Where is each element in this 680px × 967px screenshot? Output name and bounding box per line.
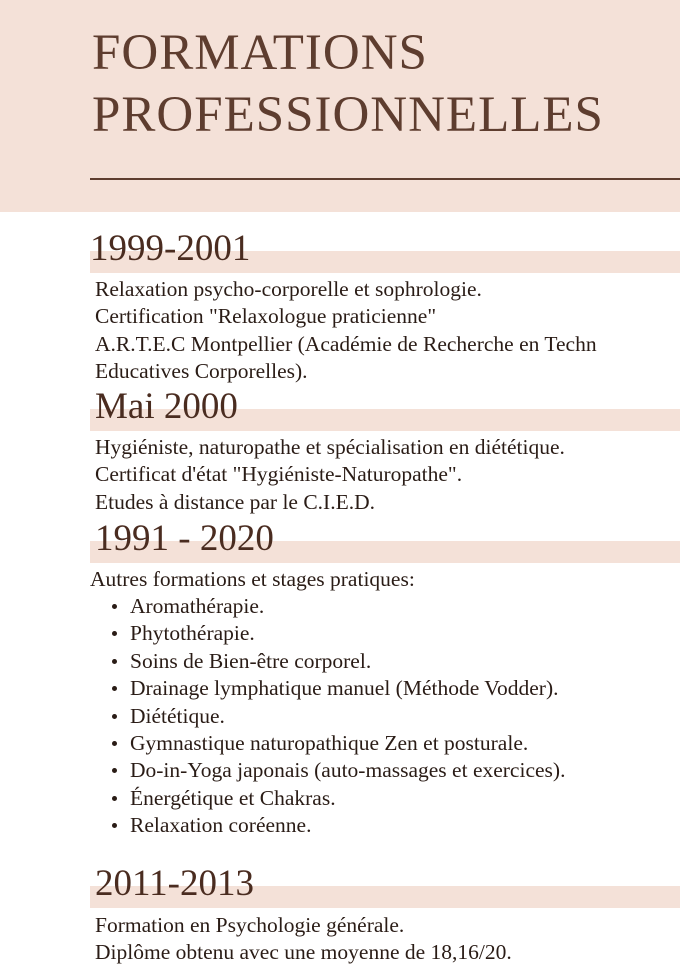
description-line: Diplôme obtenu avec une moyenne de 18,16/20. — [95, 940, 512, 965]
section-year: 1999-2001 — [90, 228, 251, 269]
description-line: Certificat d'état "Hygiéniste-Naturopathe". — [95, 462, 463, 487]
description-line: Hygiéniste, naturopathe et spécialisation en diététique. — [95, 435, 565, 459]
training-list — [90, 593, 565, 840]
list-item: Gymnastique naturopathique Zen et posturale. — [90, 730, 565, 757]
header-banner — [0, 0, 680, 212]
section-intro — [90, 566, 415, 593]
section-description — [95, 434, 565, 516]
list-item: Do-in-Yoga japonais (auto-massages et exercices). — [90, 757, 565, 784]
intro-line: Autres formations et stages pratiques: — [90, 567, 415, 591]
description-line: Formation en Psychologie générale. — [95, 913, 405, 937]
list-item: Relaxation coréenne. — [90, 812, 565, 839]
list-item: Phytothérapie. — [90, 620, 565, 647]
section-year: Mai 2000 — [95, 386, 238, 427]
header-divider — [90, 178, 680, 180]
list-item: Drainage lymphatique manuel (Méthode Vodder). — [90, 675, 565, 702]
description-line: A.R.T.E.C Montpellier (Académie de Recherche en Techn — [95, 331, 597, 356]
description-line: Certification "Relaxologue praticienne" — [95, 304, 437, 329]
section-year: 2011-2013 — [95, 863, 254, 904]
description-line: Relaxation psycho-corporelle et sophrologie. — [95, 277, 482, 301]
section-year: 1991 - 2020 — [95, 518, 274, 559]
page-title-line-2: PROFESSIONNELLES — [92, 87, 604, 143]
page-title — [92, 22, 604, 146]
description-line: Educatives Corporelles). — [95, 358, 308, 383]
list-item: Aromathérapie. — [90, 593, 565, 620]
section-description — [95, 912, 512, 967]
page-title-line-1: FORMATIONS — [92, 25, 428, 81]
list-item: Énergétique et Chakras. — [90, 785, 565, 812]
list-item: Diététique. — [90, 703, 565, 730]
list-item: Soins de Bien-être corporel. — [90, 648, 565, 675]
description-line: Etudes à distance par le C.I.E.D. — [95, 489, 376, 514]
section-description — [95, 276, 597, 385]
